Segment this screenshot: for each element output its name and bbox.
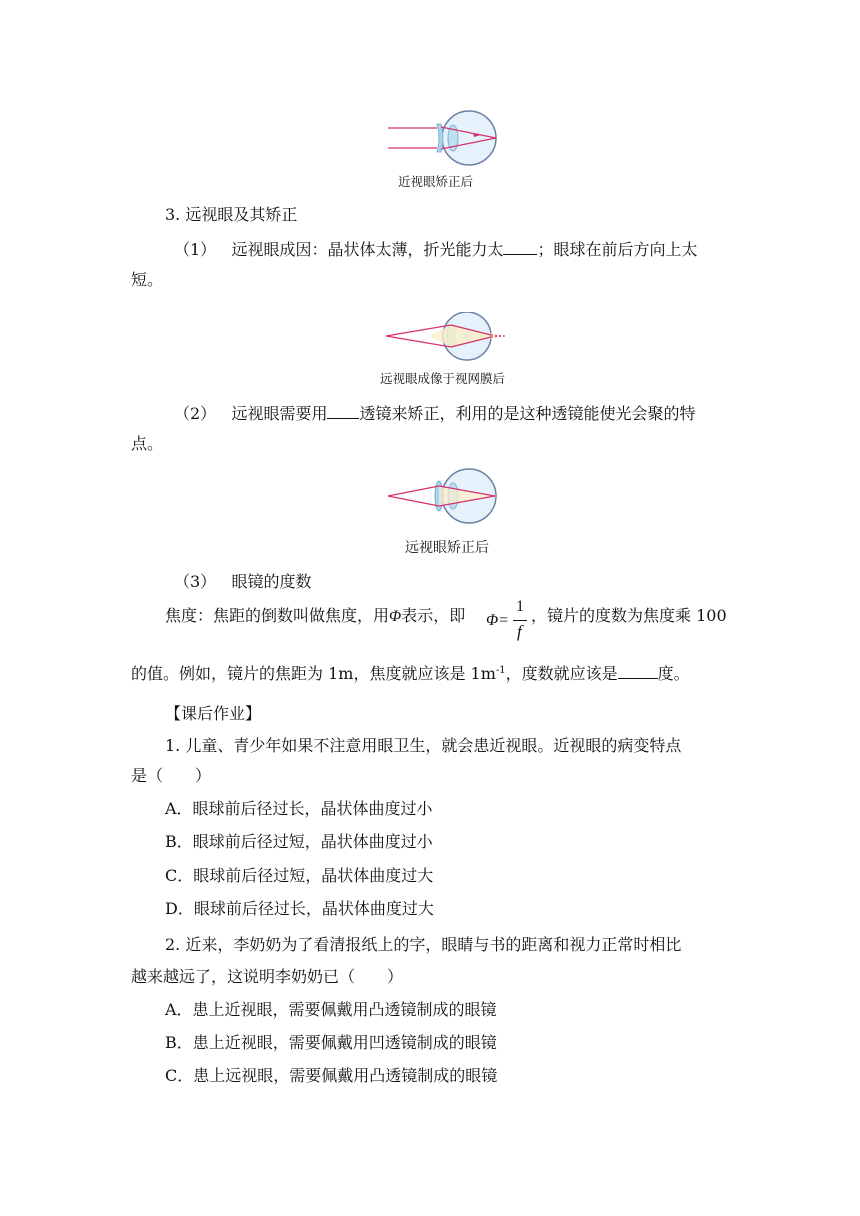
- paragraph-line: （1） 远视眼成因：晶状体太薄，折光能力太 ；眼球在前后方向上太: [174, 240, 698, 259]
- section-heading: 3. 远视眼及其矫正: [165, 205, 298, 224]
- fill-blank[interactable]: [503, 238, 537, 255]
- paragraph-line: ，镜片的度数为焦度乘 100: [531, 606, 727, 625]
- question-stem: 越来越远了，这说明李奶奶已（ ）: [131, 967, 404, 986]
- figure-caption: 远视眼成像于视网膜后: [380, 371, 506, 386]
- fill-blank[interactable]: [618, 662, 658, 679]
- answer-option[interactable]: B．眼球前后径过短，晶状体曲度过小: [165, 832, 433, 851]
- fraction-bar: [513, 620, 527, 621]
- answer-option[interactable]: B．患上近视眼，需要佩戴用凹透镜制成的眼镜: [165, 1033, 497, 1052]
- focus-definition: 焦度：焦距的倒数叫做焦度，用Φ表示，即: [165, 606, 466, 625]
- paragraph-line: 短。: [131, 270, 164, 289]
- hyperopia-diagram: [383, 312, 508, 362]
- answer-option[interactable]: D．眼球前后径过长，晶状体曲度过大: [165, 899, 434, 918]
- question-stem: 是（ ）: [131, 766, 212, 785]
- paragraph-line: 的值。例如，镜片的焦距为 1m，焦度就应该是 $1m^{-1}$，度数就应该是 度。: [131, 664, 690, 683]
- question-stem: 1. 儿童、青少年如果不注意用眼卫生，就会患近视眼。近视眼的病变特点: [165, 736, 682, 755]
- figure-caption: 近视眼矫正后: [398, 174, 474, 189]
- paragraph-line: （3） 眼镜的度数: [174, 572, 312, 591]
- paragraph-line: 点。: [131, 434, 164, 453]
- fill-blank[interactable]: [327, 402, 359, 419]
- answer-option[interactable]: C．患上远视眼，需要佩戴用凸透镜制成的眼镜: [165, 1066, 498, 1085]
- formula-denominator: f: [517, 622, 522, 641]
- homework-title: 【课后作业】: [165, 704, 262, 723]
- formula-lhs: Φ=: [486, 612, 509, 629]
- figure-caption: 远视眼矫正后: [405, 540, 489, 556]
- answer-option[interactable]: A．眼球前后径过长，晶状体曲度过小: [165, 799, 433, 818]
- answer-option[interactable]: C．眼球前后径过短，晶状体曲度过大: [165, 866, 434, 885]
- paragraph-line: （2） 远视眼需要用 透镜来矫正，利用的是这种透镜能使光会聚的特: [174, 404, 696, 423]
- myopia-corrected-diagram: [385, 110, 510, 170]
- formula-numerator: 1: [516, 598, 524, 615]
- hyperopia-corrected-diagram: [385, 468, 510, 528]
- question-stem: 2. 近来，李奶奶为了看清报纸上的字，眼睛与书的距离和视力正常时相比: [165, 935, 682, 954]
- answer-option[interactable]: A．患上近视眼，需要佩戴用凸透镜制成的眼镜: [165, 1000, 497, 1019]
